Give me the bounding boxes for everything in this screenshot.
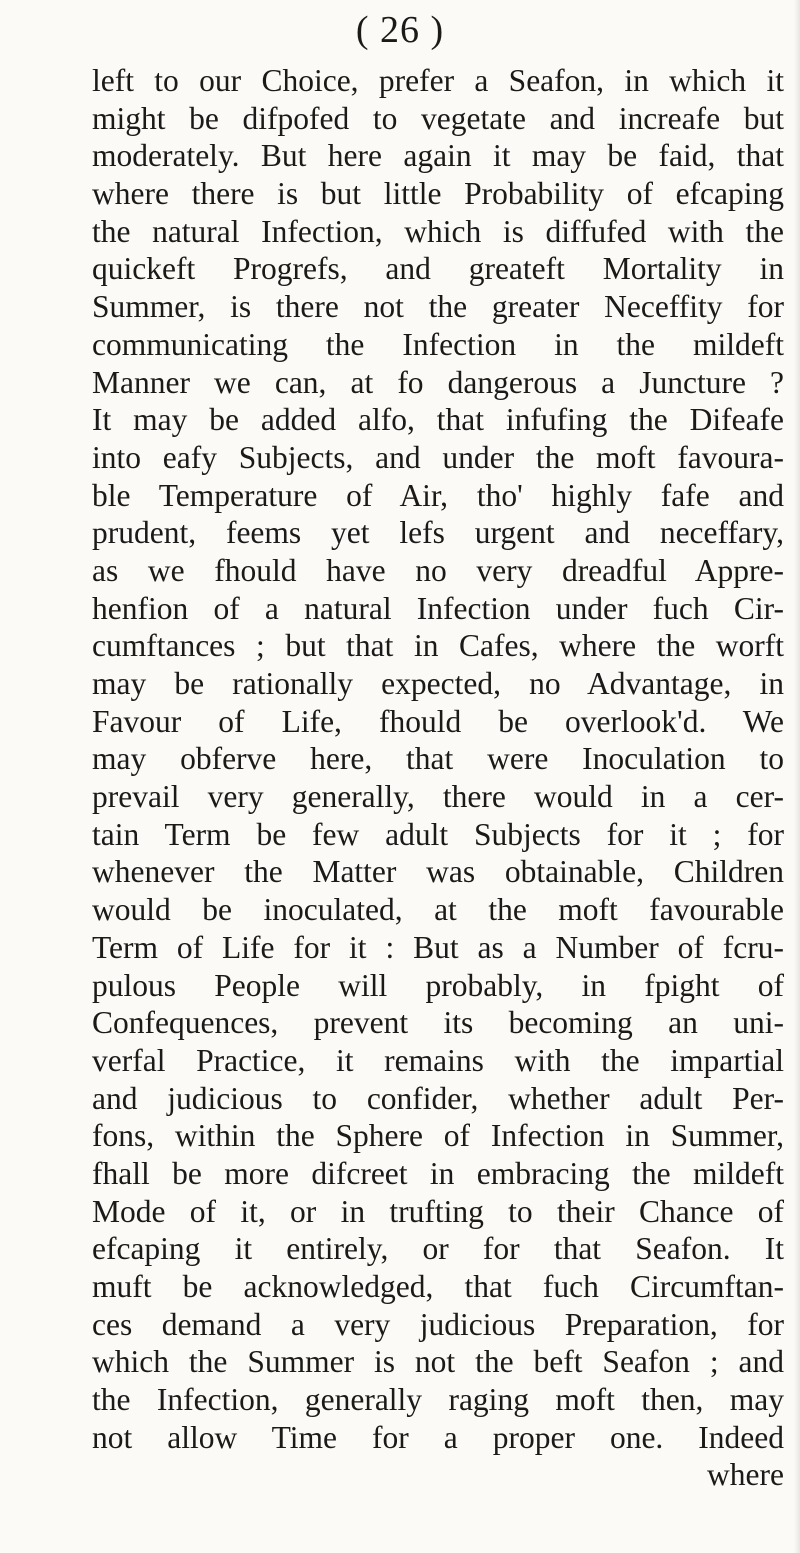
text-line: Term of Life for it : But as a Number of fcru- xyxy=(92,929,784,965)
text-line: tain Term be few adult Subjects for it ; for xyxy=(92,816,784,852)
text-line: where there is but little Probability of efcaping xyxy=(92,176,784,212)
text-line: prevail very generally, there would in a cer- xyxy=(92,779,784,815)
text-line: would be inoculated, at the moft favourable xyxy=(92,892,784,928)
text-line: fons, within the Sphere of Infection in Summer, xyxy=(92,1118,784,1154)
text-line: the natural Infection, which is diffufed with the xyxy=(92,213,784,249)
text-line: ces demand a very judicious Preparation, for xyxy=(92,1306,784,1342)
text-line: Manner we can, at fo dangerous a Juncture ? xyxy=(92,364,784,400)
text-line: verfal Practice, it remains with the impartial xyxy=(92,1042,784,1078)
text-line: may be rationally expected, no Advantage, in xyxy=(92,666,784,701)
text-line: and judicious to confider, whether adult Per- xyxy=(92,1080,784,1116)
text-line: into eafy Subjects, and under the moft favoura- xyxy=(92,439,784,475)
page-number: ( 26 ) xyxy=(355,9,445,51)
text-line: might be difpofed to vegetate and increafe but xyxy=(92,100,784,136)
text-line: communicating the Infection in the mildeft xyxy=(92,326,784,362)
text-line: Mode of it, or in trufting to their Chance of xyxy=(92,1193,784,1229)
text-line: moderately. But here again it may be faid, that xyxy=(92,138,784,174)
text-line: whenever the Matter was obtainable, Children xyxy=(92,854,784,890)
text-line: Summer, is there not the greater Neceffity for xyxy=(92,289,784,325)
body-text xyxy=(92,62,784,1494)
text-line: henfion of a natural Infection under fuch Cir- xyxy=(92,590,784,626)
text-line: may obferve here, that were Inoculation to xyxy=(92,741,784,777)
text-line: Favour of Life, fhould be overlook'd. We xyxy=(92,703,784,739)
text-line: It may be added alfo, that infufing the Difeafe xyxy=(92,402,784,438)
text-line: Confequences, prevent its becoming an uni- xyxy=(92,1005,784,1041)
text-line: ble Temperature of Air, tho' highly fafe and xyxy=(92,477,784,513)
text-line: which the Summer is not the beft Seafon ; and xyxy=(92,1344,784,1380)
text-line: muft be acknowledged, that fuch Circumftan- xyxy=(92,1269,784,1304)
text-line: efcaping it entirely, or for that Seafon. It xyxy=(92,1231,784,1267)
text-line: quickeft Progrefs, and greateft Mortality in xyxy=(92,251,784,287)
text-line: prudent, feems yet lefs urgent and neceffary, xyxy=(92,515,784,551)
text-line: left to our Choice, prefer a Seafon, in which it xyxy=(92,63,784,98)
page-edge-shadow xyxy=(794,0,800,1553)
text-line: cumftances ; but that in Cafes, where the worft xyxy=(92,628,784,664)
text-line: as we fhould have no very dreadful Appre- xyxy=(92,552,784,588)
text-line: not allow Time for a proper one. Indeed xyxy=(92,1419,784,1455)
text-line: fhall be more difcreet in embracing the mildeft xyxy=(92,1155,784,1191)
catchword: where xyxy=(707,1457,784,1493)
text-line: the Infection, generally raging moft then, may xyxy=(92,1382,784,1418)
text-line: pulous People will probably, in fpight of xyxy=(92,967,784,1003)
